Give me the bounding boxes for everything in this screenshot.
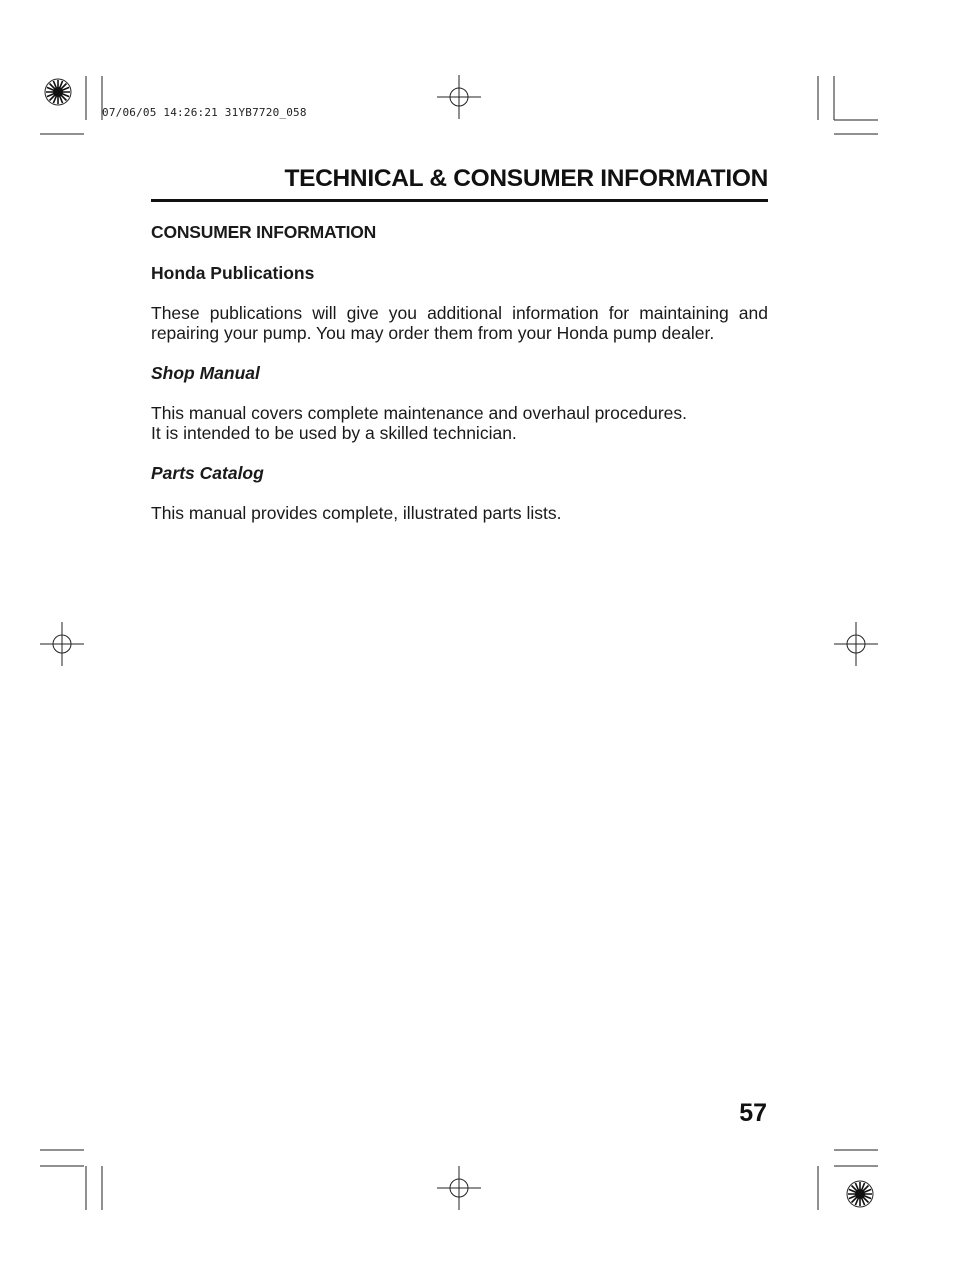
intro-paragraph: These publications will give you additional information for maintaining and repairing your pump. You may order them from your Honda pump dealer. bbox=[151, 303, 768, 343]
shop-manual-description bbox=[151, 403, 768, 443]
page-header bbox=[151, 164, 768, 202]
shop-manual-line-1: This manual covers complete maintenance and overhaul procedures. bbox=[151, 403, 687, 423]
parts-catalog-title: Parts Catalog bbox=[151, 463, 264, 483]
registration-crosshair-icon bbox=[40, 622, 84, 666]
shop-manual-line-2: It is intended to be used by a skilled technician. bbox=[151, 423, 517, 443]
print-timestamp: 07/06/05 14:26:21 31YB7720_058 bbox=[102, 106, 307, 119]
page-number: 57 bbox=[739, 1099, 767, 1127]
parts-catalog-line-1: This manual provides complete, illustrated parts lists. bbox=[151, 503, 562, 523]
starburst-target-icon bbox=[847, 1181, 873, 1207]
starburst-target-icon bbox=[45, 79, 71, 105]
registration-crosshair-icon bbox=[437, 1166, 481, 1210]
registration-crosshair-icon bbox=[834, 622, 878, 666]
page-content bbox=[151, 221, 768, 523]
parts-catalog-description bbox=[151, 503, 768, 523]
shop-manual-title: Shop Manual bbox=[151, 363, 260, 383]
page-title: TECHNICAL & CONSUMER INFORMATION bbox=[284, 165, 768, 192]
section-title: CONSUMER INFORMATION bbox=[151, 222, 377, 242]
registration-crosshair-icon bbox=[437, 75, 481, 119]
subsection-title: Honda Publications bbox=[151, 263, 315, 283]
